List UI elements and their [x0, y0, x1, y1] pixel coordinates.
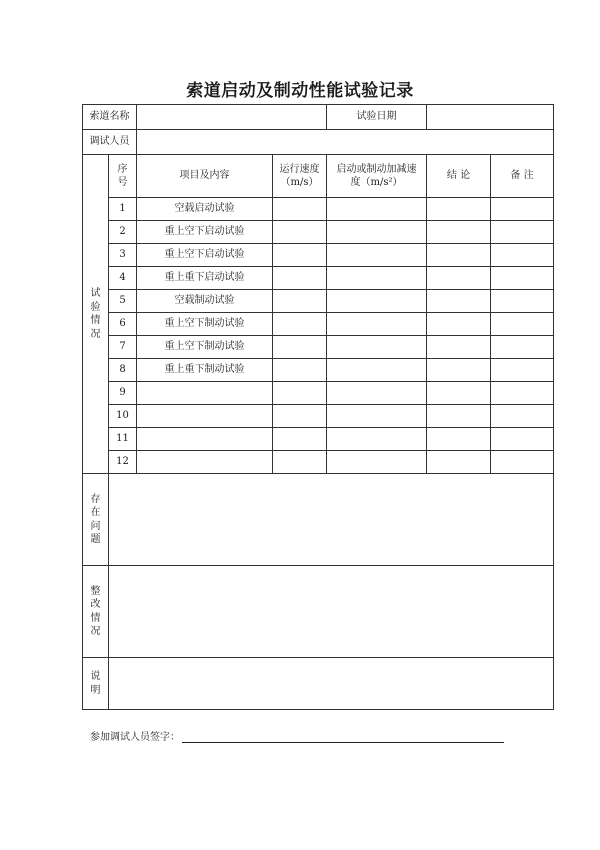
test-section-label [83, 155, 109, 474]
speed-cell[interactable] [273, 244, 327, 267]
rectification-field[interactable] [109, 566, 554, 658]
row-item: 空载制动试验 [137, 290, 273, 313]
accel-cell[interactable] [327, 359, 427, 382]
table-row [83, 198, 554, 221]
row-no: 10 [109, 405, 137, 428]
remark-cell[interactable] [491, 336, 554, 359]
row-no: 5 [109, 290, 137, 313]
table-row [83, 244, 554, 267]
row-no: 12 [109, 451, 137, 474]
problems-field[interactable] [109, 474, 554, 566]
row-item: 重上空下启动试验 [137, 221, 273, 244]
conclusion-cell[interactable] [427, 244, 491, 267]
table-row [83, 428, 554, 451]
ropeway-name-field[interactable] [137, 105, 327, 130]
remark-cell[interactable] [491, 244, 554, 267]
conclusion-cell[interactable] [427, 382, 491, 405]
problems-label: 存 在 问 题 [83, 474, 109, 566]
remark-cell[interactable] [491, 267, 554, 290]
accel-cell[interactable] [327, 428, 427, 451]
row-no: 8 [109, 359, 137, 382]
rectification-row [83, 566, 554, 658]
row-no: 11 [109, 428, 137, 451]
conclusion-cell[interactable] [427, 290, 491, 313]
row-item: 重上空下启动试验 [137, 244, 273, 267]
row-item: 空载启动试验 [137, 198, 273, 221]
tester-field[interactable] [137, 130, 554, 155]
col-header-remark: 备 注 [491, 155, 554, 198]
problems-row [83, 474, 554, 566]
remark-cell[interactable] [491, 198, 554, 221]
accel-cell[interactable] [327, 405, 427, 428]
col-header-item: 项目及内容 [137, 155, 273, 198]
accel-cell[interactable] [327, 336, 427, 359]
speed-cell[interactable] [273, 382, 327, 405]
table-row [83, 221, 554, 244]
test-date-field[interactable] [427, 105, 554, 130]
test-label-char: 况 [90, 328, 101, 340]
row-no: 3 [109, 244, 137, 267]
row-item[interactable] [137, 451, 273, 474]
page-title: 索道启动及制动性能试验记录 [186, 81, 414, 101]
remark-cell[interactable] [491, 382, 554, 405]
table-row [83, 382, 554, 405]
notes-row [83, 658, 554, 710]
test-label-char: 验 [90, 301, 101, 313]
speed-cell[interactable] [273, 359, 327, 382]
table-row [83, 451, 554, 474]
accel-cell[interactable] [327, 267, 427, 290]
table-row [83, 313, 554, 336]
conclusion-cell[interactable] [427, 451, 491, 474]
remark-cell[interactable] [491, 313, 554, 336]
test-header-row [83, 155, 554, 198]
accel-cell[interactable] [327, 244, 427, 267]
test-label-char: 情 [90, 315, 101, 326]
conclusion-cell[interactable] [427, 405, 491, 428]
record-form-table [82, 104, 554, 710]
col-header-conclusion: 结 论 [427, 155, 491, 198]
accel-cell[interactable] [327, 451, 427, 474]
accel-cell[interactable] [327, 290, 427, 313]
table-row [83, 359, 554, 382]
conclusion-cell[interactable] [427, 428, 491, 451]
table-row [83, 405, 554, 428]
row-no: 4 [109, 267, 137, 290]
col-header-seq: 序 号 [109, 155, 137, 198]
notes-label: 说 明 [83, 658, 109, 710]
tester-row [83, 130, 554, 155]
ropeway-name-row [83, 105, 554, 130]
conclusion-cell[interactable] [427, 198, 491, 221]
row-item[interactable] [137, 405, 273, 428]
speed-cell[interactable] [273, 405, 327, 428]
conclusion-cell[interactable] [427, 267, 491, 290]
test-label-char: 试 [90, 288, 101, 299]
row-item: 重上重下启动试验 [137, 267, 273, 290]
remark-cell[interactable] [491, 359, 554, 382]
accel-cell[interactable] [327, 313, 427, 336]
signature-line[interactable] [182, 731, 504, 743]
rectification-label: 整 改 情 况 [83, 566, 109, 658]
row-no: 1 [109, 198, 137, 221]
row-no: 7 [109, 336, 137, 359]
tester-label: 调试人员 [83, 130, 137, 155]
speed-cell[interactable] [273, 451, 327, 474]
remark-cell[interactable] [491, 428, 554, 451]
test-date-label: 试验日期 [327, 105, 427, 130]
table-row [83, 290, 554, 313]
notes-field[interactable] [109, 658, 554, 710]
row-item: 重上空下制动试验 [137, 336, 273, 359]
speed-cell[interactable] [273, 428, 327, 451]
signature-area [90, 728, 504, 743]
signature-label: 参加调试人员签字： [90, 732, 180, 743]
conclusion-cell[interactable] [427, 313, 491, 336]
remark-cell[interactable] [491, 221, 554, 244]
table-row [83, 267, 554, 290]
conclusion-cell[interactable] [427, 359, 491, 382]
row-item[interactable] [137, 428, 273, 451]
speed-cell[interactable] [273, 290, 327, 313]
col-header-speed: 运行速度 （m/s） [273, 155, 327, 198]
accel-cell[interactable] [327, 198, 427, 221]
accel-cell[interactable] [327, 382, 427, 405]
col-header-acceleration: 启动或制动加减速 度（m/s²） [327, 155, 427, 198]
accel-cell[interactable] [327, 221, 427, 244]
row-item[interactable] [137, 382, 273, 405]
conclusion-cell[interactable] [427, 221, 491, 244]
remark-cell[interactable] [491, 451, 554, 474]
speed-cell[interactable] [273, 198, 327, 221]
row-no: 2 [109, 221, 137, 244]
speed-cell[interactable] [273, 221, 327, 244]
row-no: 6 [109, 313, 137, 336]
remark-cell[interactable] [491, 290, 554, 313]
row-no: 9 [109, 382, 137, 405]
conclusion-cell[interactable] [427, 336, 491, 359]
speed-cell[interactable] [273, 336, 327, 359]
row-item: 重上重下制动试验 [137, 359, 273, 382]
speed-cell[interactable] [273, 313, 327, 336]
row-item: 重上空下制动试验 [137, 313, 273, 336]
ropeway-name-label: 索道名称 [83, 105, 137, 130]
remark-cell[interactable] [491, 405, 554, 428]
table-row [83, 336, 554, 359]
speed-cell[interactable] [273, 267, 327, 290]
